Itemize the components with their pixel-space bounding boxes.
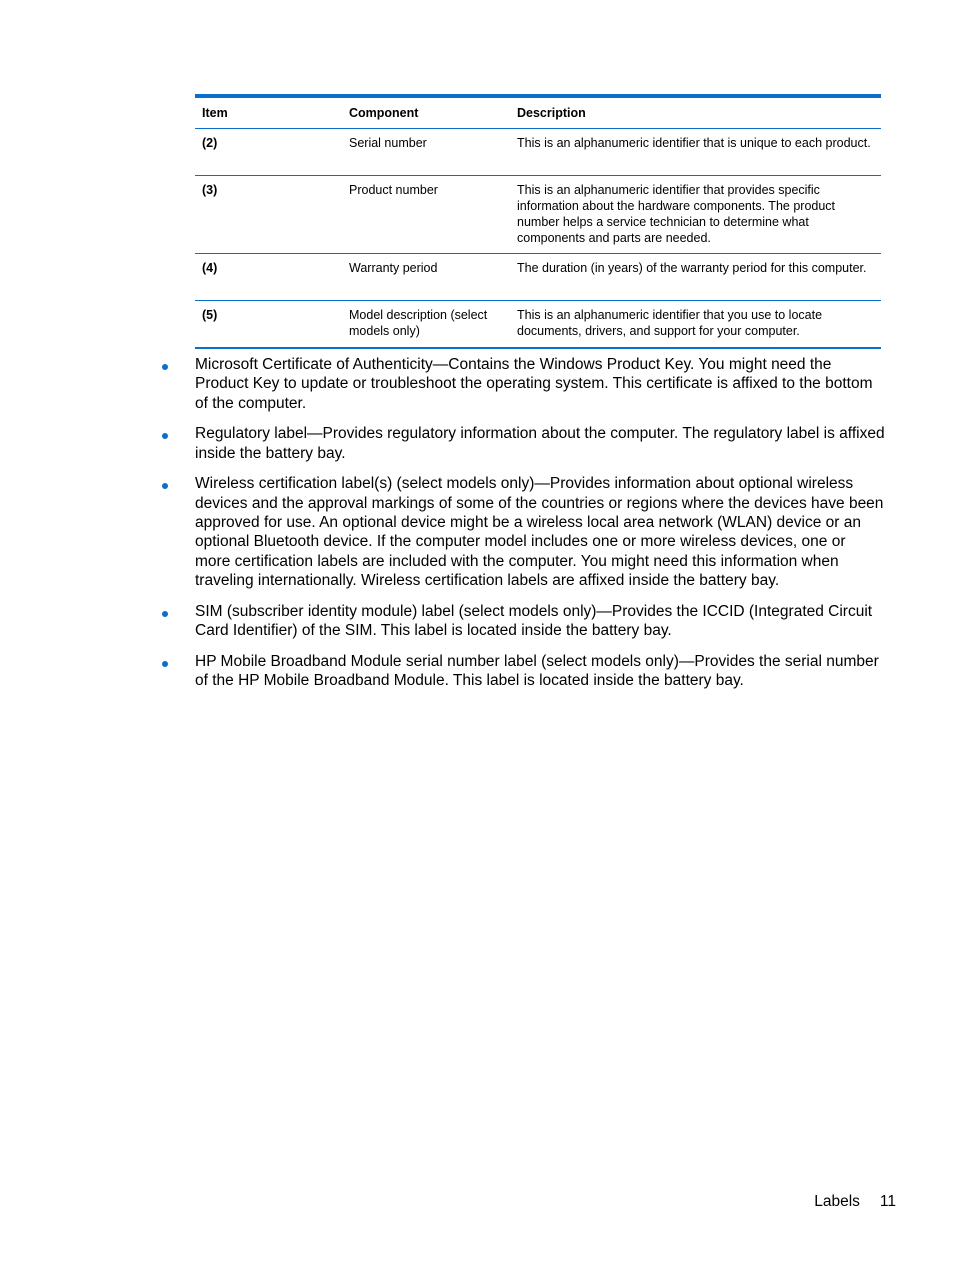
list-item bbox=[160, 602, 885, 641]
row-component: Serial number bbox=[349, 136, 427, 150]
bullet-text: Regulatory label—Provides regulatory information about the computer. The regulatory label is affixed inside the battery bay. bbox=[195, 425, 885, 462]
row-description: This is an alphanumeric identifier that you use to locate documents, drivers, and support for your computer. bbox=[517, 308, 823, 338]
row-item: (2) bbox=[202, 136, 218, 150]
row-description: The duration (in years) of the warranty period for this computer. bbox=[517, 261, 867, 275]
list-item bbox=[160, 355, 885, 413]
row-component: Warranty period bbox=[349, 261, 438, 275]
bullet-text: SIM (subscriber identity module) label (select models only)—Provides the ICCID (Integrated Circuit Card Identifier) of the SIM. This label is located inside the battery bay. bbox=[195, 602, 873, 640]
list-item bbox=[160, 424, 885, 463]
bullet-icon bbox=[162, 483, 168, 489]
footer-section-title: Labels bbox=[814, 1193, 860, 1210]
table-row bbox=[195, 254, 881, 301]
row-item: (5) bbox=[202, 308, 218, 322]
row-item: (4) bbox=[202, 261, 218, 275]
label-bullet-list bbox=[160, 355, 885, 702]
bullet-text: Wireless certification label(s) (select models only)—Provides information about optional wireless devices and the approval markings of some of the countries or regions where the devices have been approved for use. An optional device might be a wireless local area network (WLAN) device or an optional Bluetooth device. If the computer model includes one or more wireless devices, one or more certification labels are included with the computer. You might need this information when traveling internationally. Wireless certification labels are affixed inside the battery bay. bbox=[195, 475, 884, 589]
page-number: 11 bbox=[879, 1193, 896, 1210]
table-header-row bbox=[195, 98, 881, 129]
table-row bbox=[195, 176, 881, 254]
table-row bbox=[195, 129, 881, 176]
bullet-icon bbox=[162, 611, 168, 617]
bullet-text: Microsoft Certificate of Authenticity—Contains the Windows Product Key. You might need the Product Key to update or troubleshoot the operating system. This certificate is affixed to the bottom of the computer. bbox=[195, 356, 873, 412]
header-description: Description bbox=[517, 106, 586, 120]
row-description: This is an alphanumeric identifier that is unique to each product. bbox=[517, 136, 871, 150]
header-item: Item bbox=[202, 106, 228, 120]
bullet-icon bbox=[162, 661, 168, 667]
row-item: (3) bbox=[202, 183, 218, 197]
row-description: This is an alphanumeric identifier that provides specific information about the hardware components. The product number helps a service technician to determine what components and parts are needed. bbox=[517, 183, 836, 245]
row-component: Product number bbox=[349, 183, 438, 197]
table-row bbox=[195, 301, 881, 347]
bullet-icon bbox=[162, 433, 168, 439]
row-component: Model description (select models only) bbox=[349, 308, 488, 338]
list-item bbox=[160, 474, 885, 590]
labels-table bbox=[195, 94, 881, 349]
page-footer bbox=[814, 1193, 896, 1211]
list-item bbox=[160, 652, 885, 691]
bullet-text: HP Mobile Broadband Module serial number label (select models only)—Provides the serial number of the HP Mobile Broadband Module. This label is located inside the battery bay. bbox=[195, 652, 879, 690]
bullet-icon bbox=[162, 364, 168, 370]
header-component: Component bbox=[349, 106, 419, 120]
